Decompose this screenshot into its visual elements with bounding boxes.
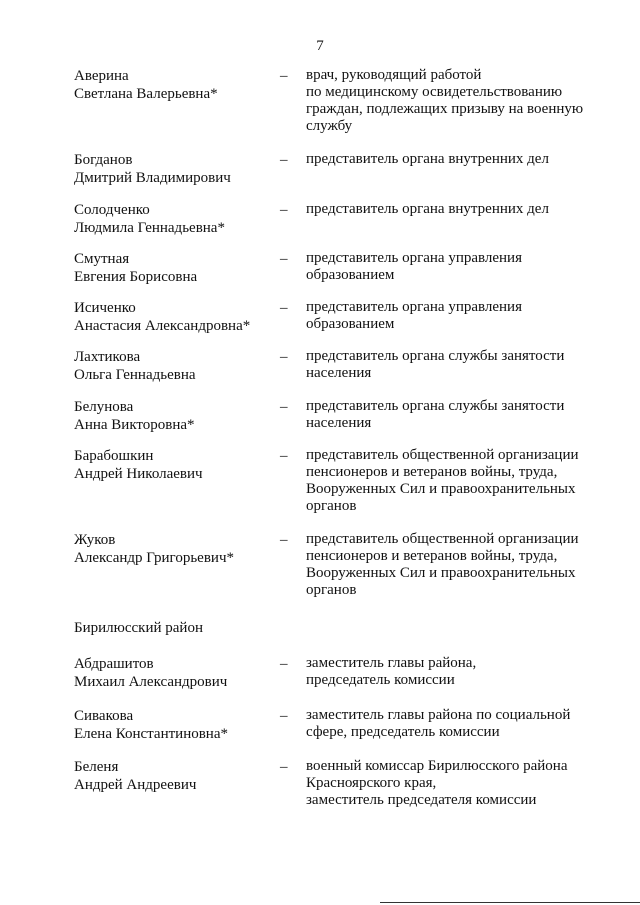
member-given-names: Андрей Андреевич — [74, 777, 197, 793]
member-given-names: Людмила Геннадьевна* — [74, 220, 225, 236]
member-name — [74, 151, 274, 187]
member-surname: Белунова — [74, 399, 134, 415]
member-surname: Солодченко — [74, 202, 150, 218]
role-line: населения — [306, 365, 372, 381]
role-line: заместитель главы района, — [306, 655, 477, 671]
role-line: органов — [306, 582, 357, 598]
member-surname: Сивакова — [74, 708, 134, 724]
member-given-names: Ольга Геннадьевна — [74, 367, 196, 383]
member-name — [74, 707, 274, 743]
member-name — [74, 250, 274, 286]
member-name — [74, 201, 274, 237]
dash-separator: – — [280, 448, 288, 464]
dash-separator: – — [280, 399, 288, 415]
dash-separator: – — [280, 251, 288, 267]
member-surname: Лахтикова — [74, 349, 141, 365]
member-name — [74, 655, 274, 691]
member-name — [74, 398, 274, 434]
role-line: образованием — [306, 316, 395, 332]
member-role — [306, 299, 606, 333]
member-role — [306, 151, 606, 168]
member-role — [306, 655, 606, 689]
member-surname: Богданов — [74, 152, 133, 168]
role-line: Красноярского края, — [306, 775, 437, 791]
member-name — [74, 67, 274, 103]
member-given-names: Анна Викторовна* — [74, 417, 195, 433]
footer-divider — [380, 902, 640, 903]
role-line: представитель органа управления — [306, 250, 522, 266]
role-line: военный комиссар Бирилюсского района — [306, 758, 568, 774]
role-line: Вооруженных Сил и правоохранительных — [306, 481, 576, 497]
role-line: службу — [306, 118, 353, 134]
role-line: представитель органа службы занятости — [306, 398, 565, 414]
member-role — [306, 758, 606, 809]
member-name — [74, 758, 274, 794]
section-title: Бирилюсский район — [74, 620, 203, 636]
dash-separator: – — [280, 202, 288, 218]
member-given-names: Светлана Валерьевна* — [74, 86, 218, 102]
member-role — [306, 250, 606, 284]
dash-separator: – — [280, 708, 288, 724]
role-line: представитель общественной организации — [306, 447, 579, 463]
member-surname: Исиченко — [74, 300, 136, 316]
member-surname: Жуков — [74, 532, 116, 548]
member-given-names: Елена Константиновна* — [74, 726, 228, 742]
dash-separator: – — [280, 532, 288, 548]
member-role — [306, 201, 606, 218]
member-role — [306, 447, 606, 515]
member-surname: Абдрашитов — [74, 656, 154, 672]
role-line: Вооруженных Сил и правоохранительных — [306, 565, 576, 581]
member-role — [306, 398, 606, 432]
role-line: сфере, председатель комиссии — [306, 724, 500, 740]
dash-separator: – — [280, 152, 288, 168]
member-given-names: Михаил Александрович — [74, 674, 228, 690]
member-given-names: Анастасия Александровна* — [74, 318, 251, 334]
role-line: представитель общественной организации — [306, 531, 579, 547]
role-line: председатель комиссии — [306, 672, 455, 688]
role-line: заместитель председателя комиссии — [306, 792, 537, 808]
member-surname: Смутная — [74, 251, 130, 267]
member-role — [306, 348, 606, 382]
member-name — [74, 348, 274, 384]
role-line: представитель органа управления — [306, 299, 522, 315]
role-line: врач, руководящий работой — [306, 67, 482, 83]
page-number: 7 — [316, 38, 324, 54]
role-line: заместитель главы района по социальной — [306, 707, 571, 723]
member-role — [306, 707, 606, 741]
role-line: граждан, подлежащих призыву на военную — [306, 101, 584, 117]
member-given-names: Андрей Николаевич — [74, 466, 203, 482]
role-line: представитель органа службы занятости — [306, 348, 565, 364]
role-line: органов — [306, 498, 357, 514]
role-line: образованием — [306, 267, 395, 283]
role-line: пенсионеров и ветеранов войны, труда, — [306, 548, 558, 564]
member-role — [306, 67, 606, 135]
role-line: представитель органа внутренних дел — [306, 201, 549, 217]
member-surname: Беленя — [74, 759, 119, 775]
dash-separator: – — [280, 68, 288, 84]
dash-separator: – — [280, 656, 288, 672]
member-name — [74, 299, 274, 335]
member-surname: Барабошкин — [74, 448, 154, 464]
member-given-names: Евгения Борисовна — [74, 269, 198, 285]
member-given-names: Дмитрий Владимирович — [74, 170, 231, 186]
role-line: населения — [306, 415, 372, 431]
dash-separator: – — [280, 349, 288, 365]
member-name — [74, 447, 274, 483]
role-line: представитель органа внутренних дел — [306, 151, 549, 167]
member-surname: Аверина — [74, 68, 129, 84]
role-line: по медицинскому освидетельствованию — [306, 84, 563, 100]
member-name — [74, 531, 274, 567]
dash-separator: – — [280, 759, 288, 775]
dash-separator: – — [280, 300, 288, 316]
member-given-names: Александр Григорьевич* — [74, 550, 234, 566]
role-line: пенсионеров и ветеранов войны, труда, — [306, 464, 558, 480]
member-role — [306, 531, 606, 599]
